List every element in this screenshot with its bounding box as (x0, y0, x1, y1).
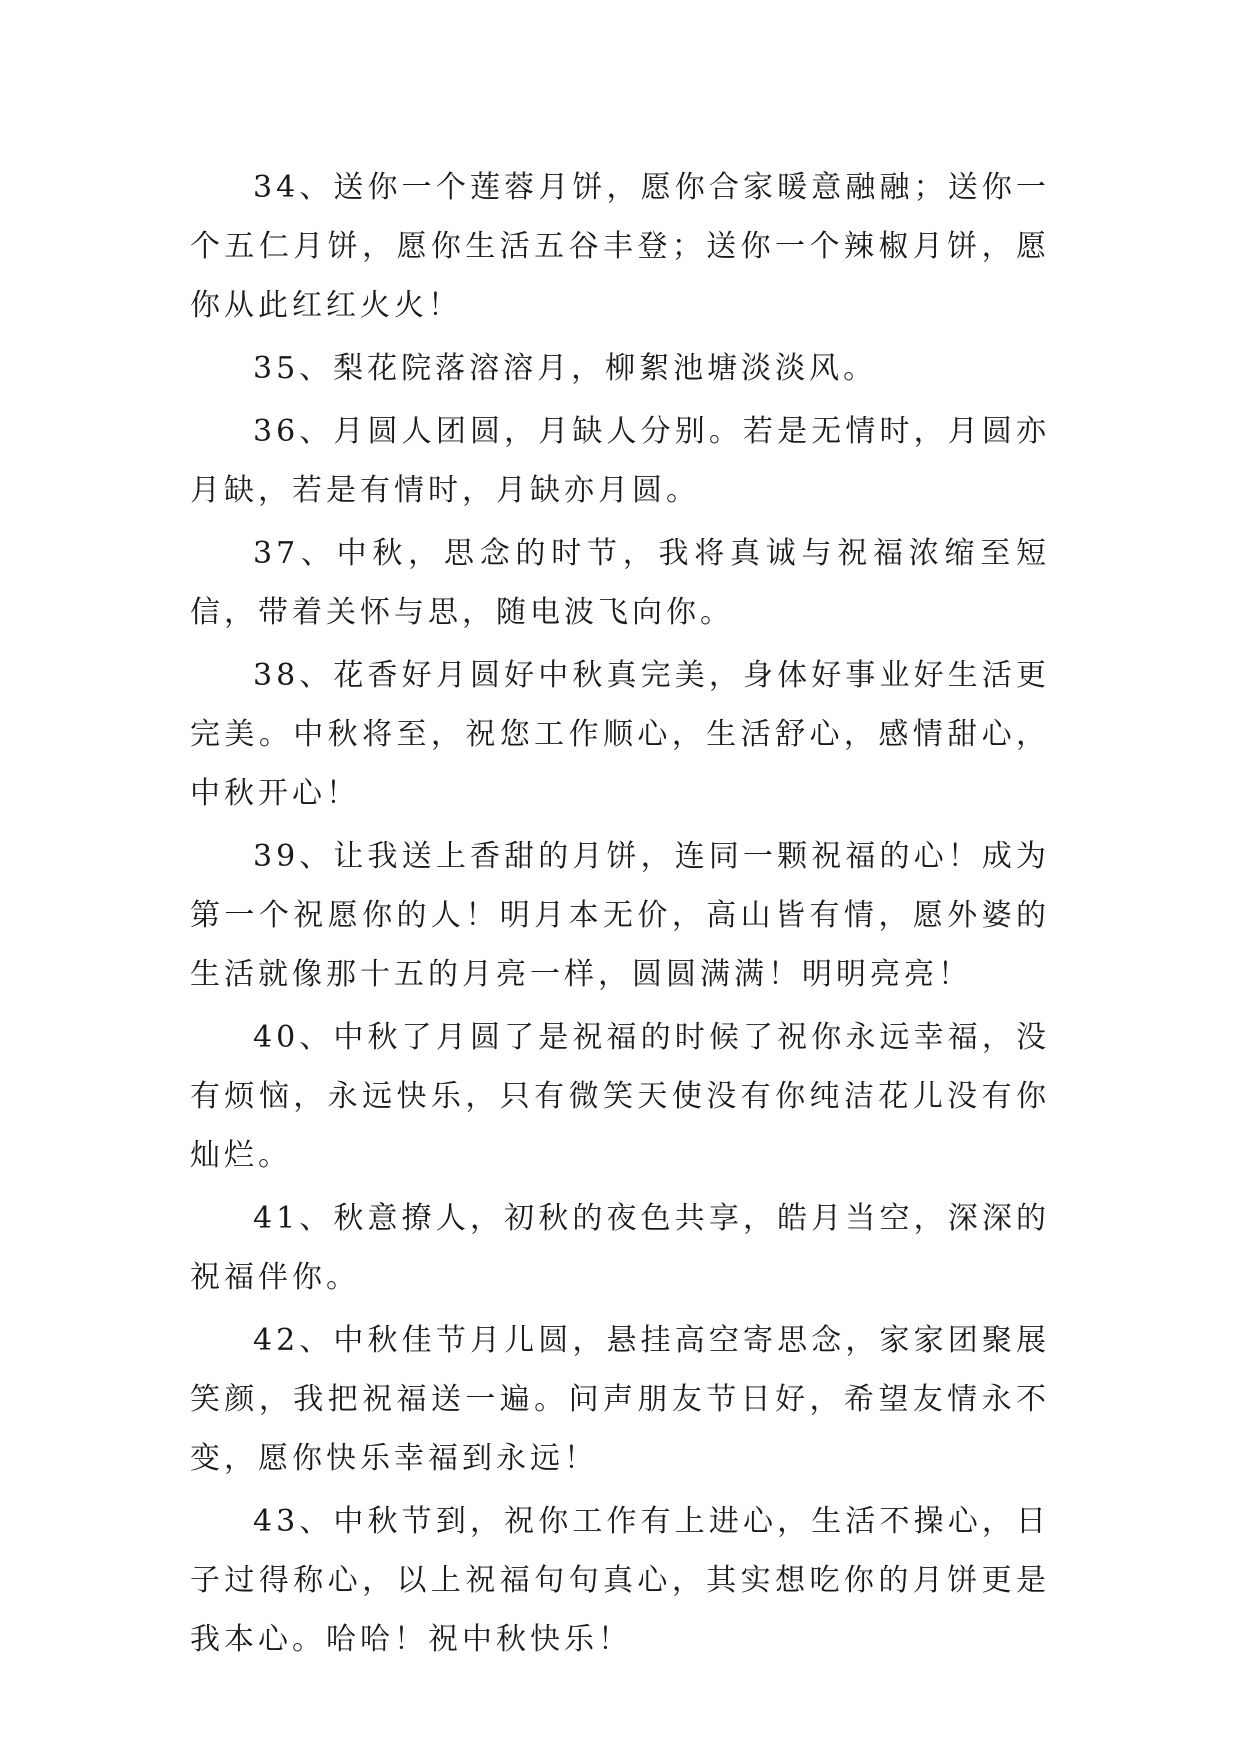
document-page (190, 158, 1050, 1673)
paragraph-41: 41、秋意撩人，初秋的夜色共享，皓月当空，深深的祝福伴你。 (190, 1201, 1050, 1295)
paragraph-37: 37、中秋，思念的时节，我将真诚与祝福浓缩至短信，带着关怀与思，随电波飞向你。 (190, 536, 1050, 630)
paragraph-36: 36、月圆人团圆，月缺人分别。若是无情时，月圆亦月缺，若是有情时，月缺亦月圆。 (190, 414, 1050, 508)
paragraph-38: 38、花香好月圆好中秋真完美，身体好事业好生活更完美。中秋将至，祝您工作顺心，生活舒心，感情甜心，中秋开心！ (190, 658, 1050, 811)
paragraph-34: 34、送你一个莲蓉月饼，愿你合家暖意融融；送你一个五仁月饼，愿你生活五谷丰登；送你一个辣椒月饼，愿你从此红红火火！ (190, 170, 1050, 323)
paragraph-42: 42、中秋佳节月儿圆，悬挂高空寄思念，家家团聚展笑颜，我把祝福送一遍。问声朋友节日好，希望友情永不变，愿你快乐幸福到永远！ (190, 1323, 1050, 1476)
paragraph-40: 40、中秋了月圆了是祝福的时候了祝你永远幸福，没有烦恼，永远快乐，只有微笑天使没有你纯洁花儿没有你灿烂。 (190, 1020, 1050, 1173)
paragraph-39: 39、让我送上香甜的月饼，连同一颗祝福的心！成为第一个祝愿你的人！明月本无价，高山皆有情，愿外婆的生活就像那十五的月亮一样，圆圆满满！明明亮亮！ (190, 839, 1050, 992)
paragraph-35: 35、梨花院落溶溶月，柳絮池塘淡淡风。 (253, 351, 878, 386)
paragraph-43: 43、中秋节到，祝你工作有上进心，生活不操心，日子过得称心，以上祝福句句真心，其实想吃你的月饼更是我本心。哈哈！祝中秋快乐！ (190, 1504, 1050, 1657)
